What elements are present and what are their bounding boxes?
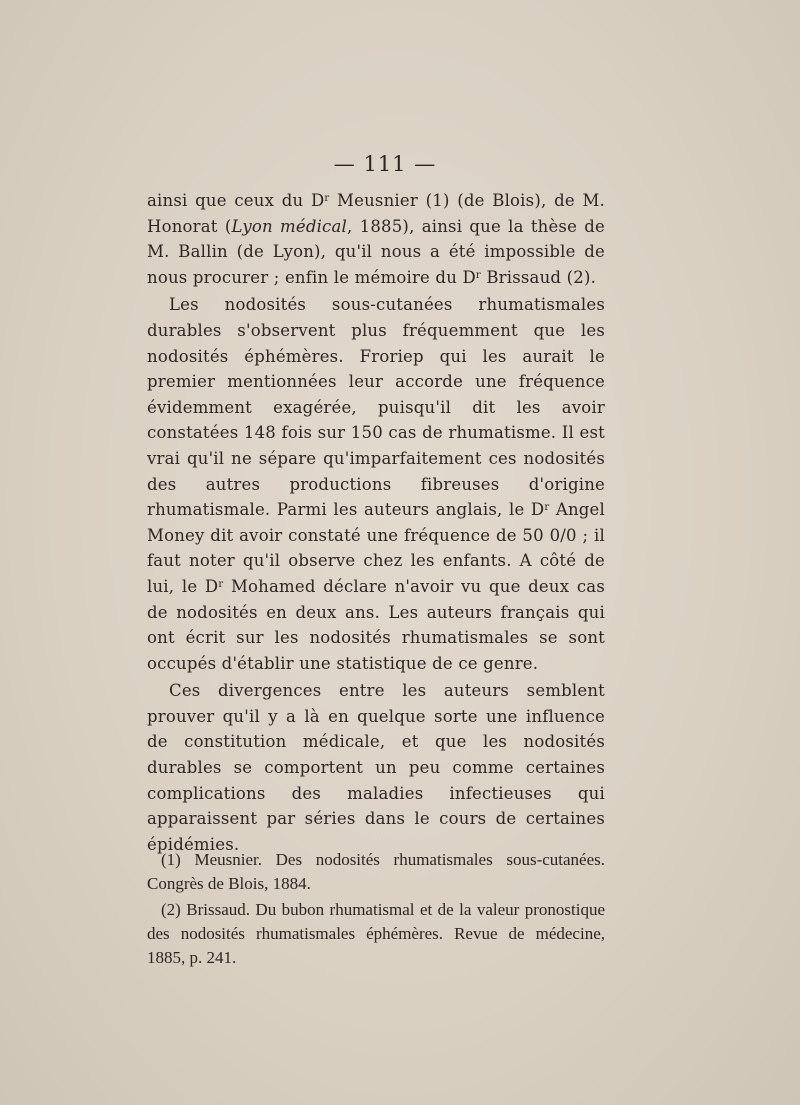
paragraph-3: Ces divergences entre les auteurs semblent prouver qu'il y a là en quelque sorte une influence de constitution médicale, et que les nodosités durables se comportent un peu comme certaines complications des maladies infectieuses qui apparaissent par séries dans le cours de certaines épidémies.: [147, 681, 605, 854]
footnote-2: (2) Brissaud. Du bubon rhumatismal et de la valeur pronostique des nodosités rhumatismales éphémères. Revue de médecine, 1885, p. 241.: [147, 900, 605, 967]
paragraph-2: Les nodosités sous-cutanées rhumatismales durables s'observent plus fréquemment que les nodosités éphémères. Froriep qui les aurait le premier mentionnées leur accorde une fréquence évidemment exagérée, puisqu'il dit les avoir constatées 148 fois sur 150 cas de rhumatisme. Il est vrai qu'il ne sépare qu'imparfaitement ces nodosités des autres productions fibreuses d'origine rhumatismale. Parmi les auteurs anglais, le $D^r$ Angel Money dit avoir constaté une fréquence de 50 0/0 ; il faut noter qu'il observe chez les enfants. A côté de lui, le $D^r$ Mohamed déclare n'avoir vu que deux cas de nodosités en deux ans. Les auteurs français qui ont écrit sur les nodosités rhumatismales se sont occupés d'établir une statistique de ce genre.: [147, 295, 605, 673]
body-text: [147, 188, 605, 857]
footnotes: [147, 848, 605, 970]
page-number: — 111 —: [333, 152, 437, 176]
journal-title: Lyon médical: [231, 216, 348, 236]
paragraph-1: ainsi que ceux du $D^r$ Meusnier (1) (de Blois), de M. Honorat (Lyon médical, 1885), ainsi que la thèse de M. Ballin (de Lyon), qu'il nous a été impossible de nous procurer ; enfin le mémoire du $D^r$ Brissaud (2).: [147, 191, 605, 287]
footnote-1: (1) Meusnier. Des nodosités rhumatismales sous-cutanées. Congrès de Blois, 1884.: [147, 850, 605, 893]
